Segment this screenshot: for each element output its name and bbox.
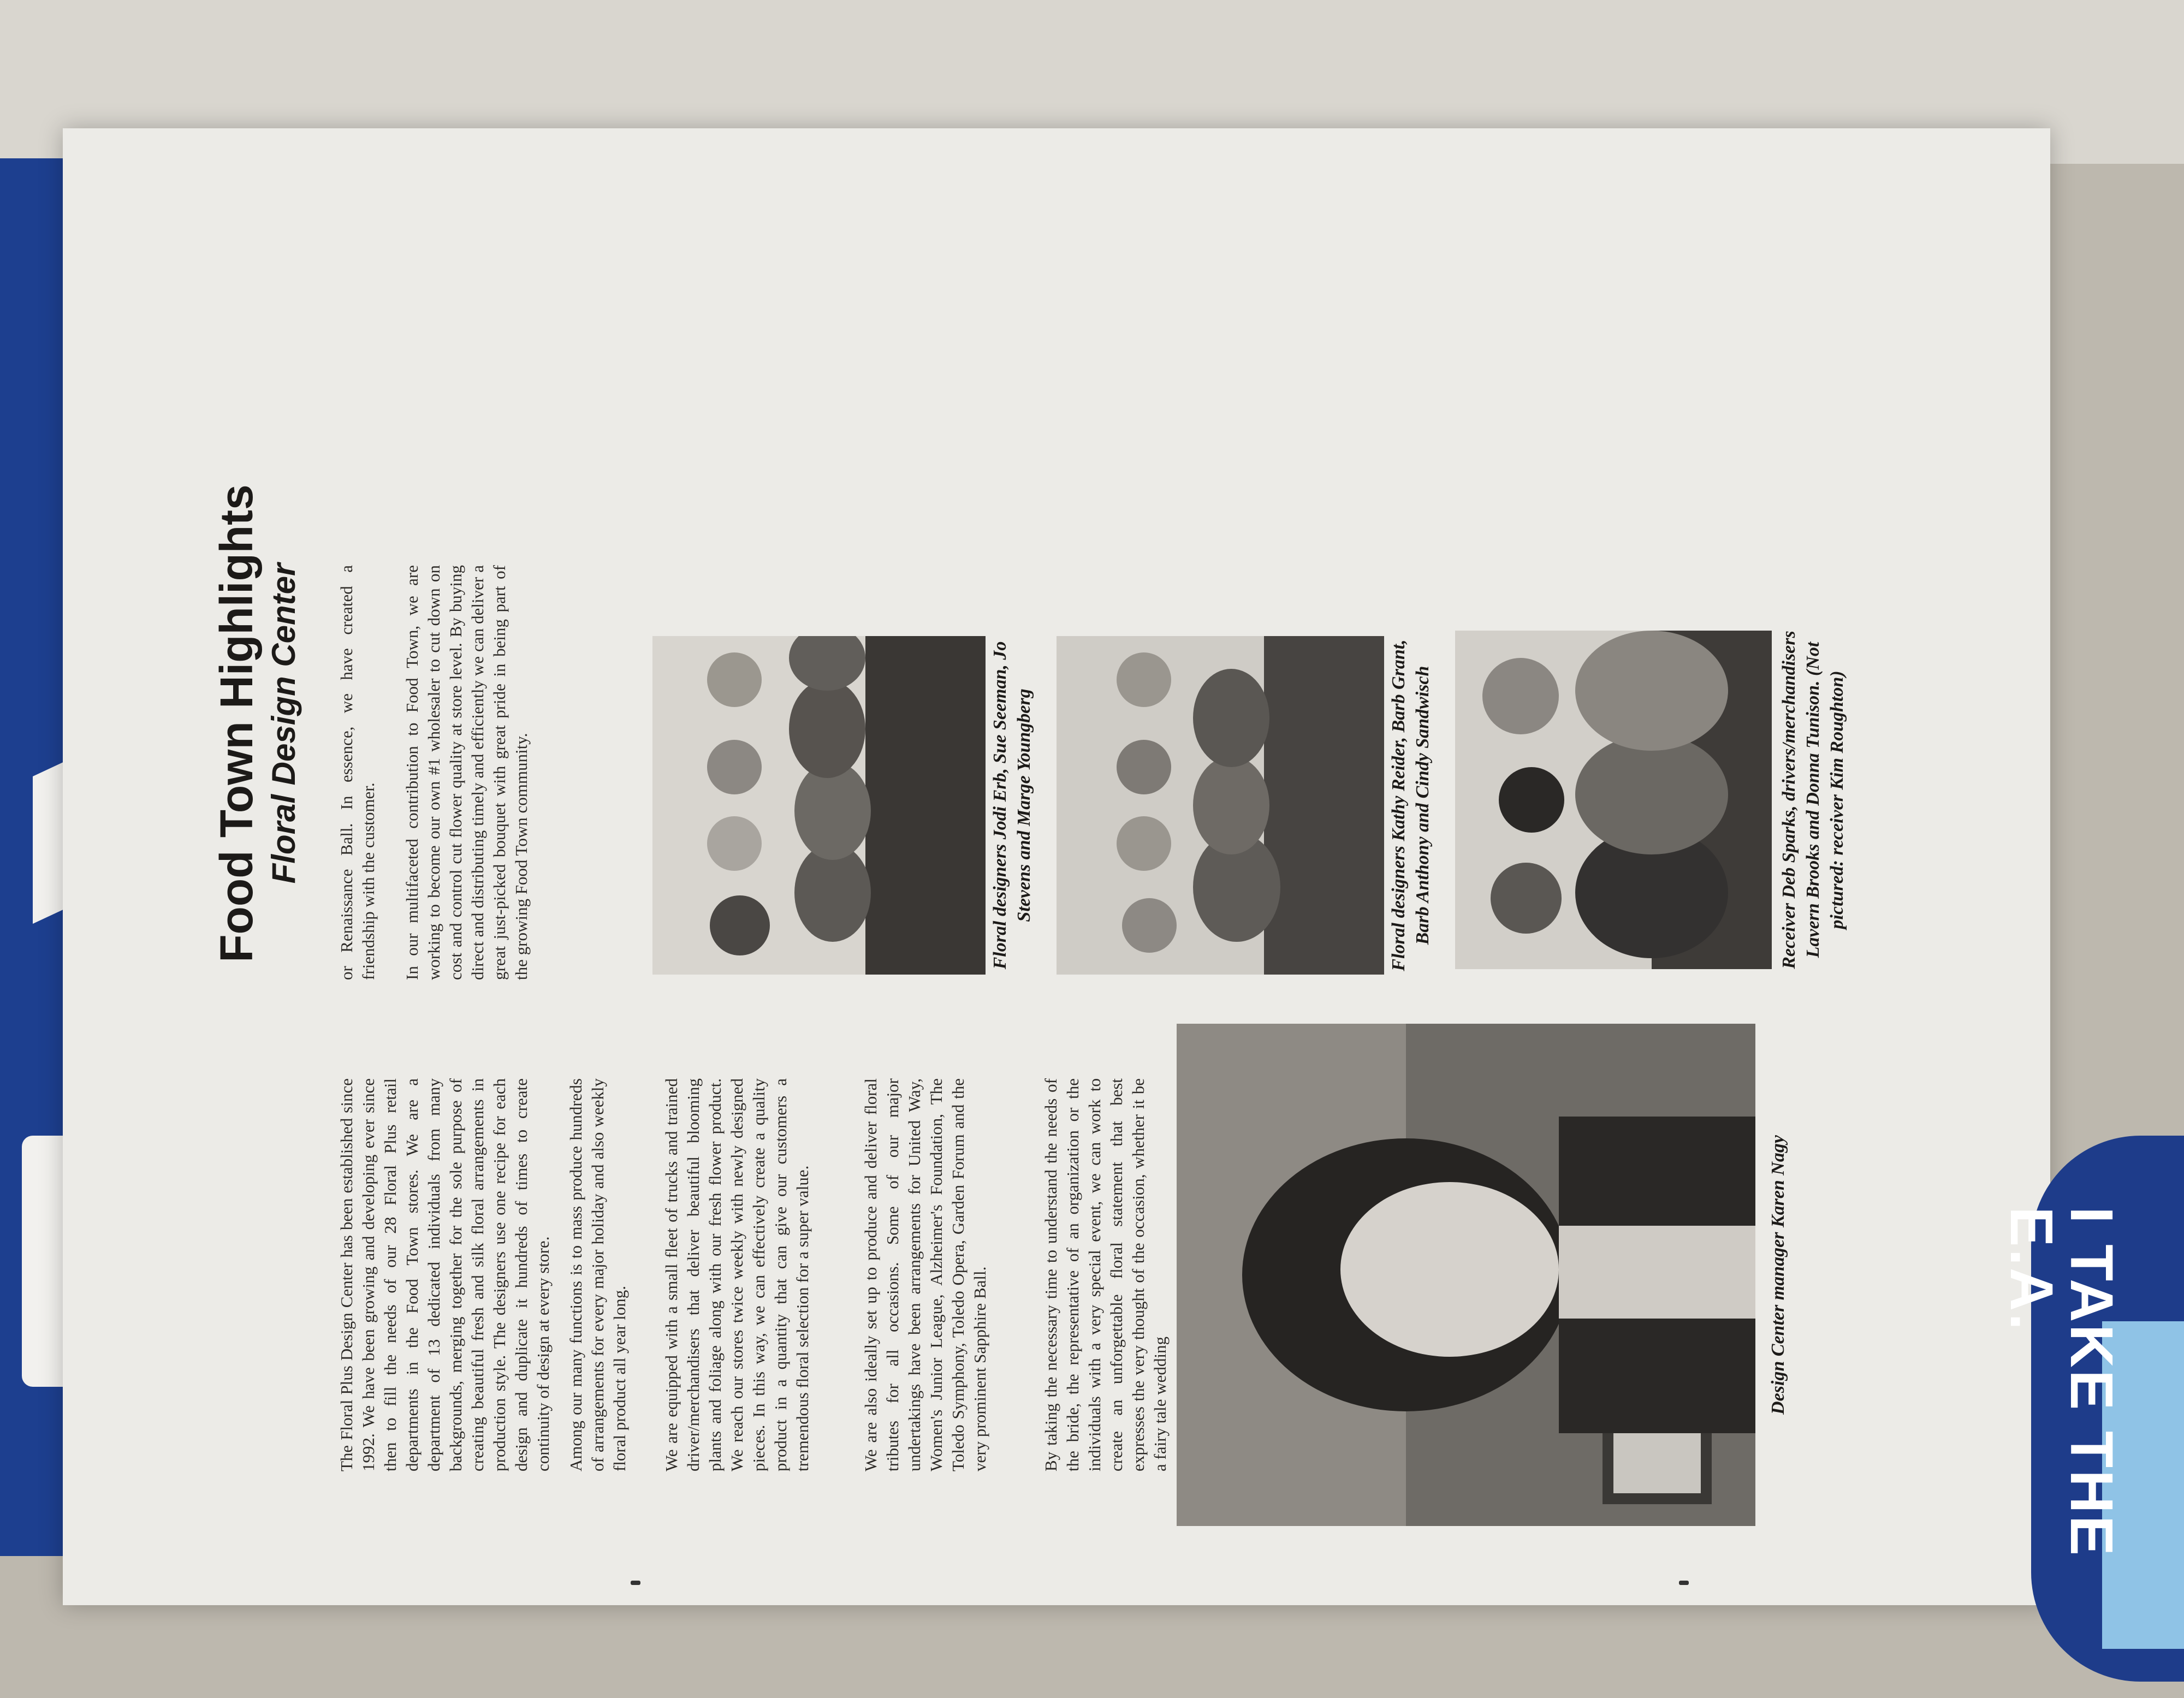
designers-photo-1 [652, 636, 986, 975]
binding-staple [1679, 1581, 1689, 1585]
paragraph-renaissance: or Renaissance Ball. In essence, we have created a friendship with the customer. [337, 565, 378, 980]
designers-caption-2: Floral designers Kathy Reider, Barb Grant, Barb Anthony and Cindy Sandwisch [1388, 639, 1433, 971]
manager-photo [1177, 1024, 1755, 1526]
article-title: Food Town Highlights [211, 484, 262, 963]
paragraph-fleet: We are equipped with a small fleet of trucks and trained driver/merchandisers that deliver beautiful blooming plants and foliage along with our fresh flower product. We reach our stores twice weekly with newly designed pieces. In this way, we can effectively create a quality product in a quantity that can give our customers a tremendous floral selection for a super value. [662, 1078, 812, 1471]
designers-photo-2 [1057, 636, 1384, 975]
paragraph-functions: Among our many functions is to mass produce hundreds of arrangements for every major holiday and also weekly floral product all year long. [566, 1078, 629, 1471]
sticker-text: I TAKE THE E.A. [1998, 1207, 2125, 1558]
magazine-page [63, 128, 2050, 1605]
paragraph-intro: The Floral Plus Design Center has been established since 1992. We have been growing and developing ever since then to fill the needs of our 28 Floral Plus retail departments in the Food Town stores. We are a department of 13 dedicated individuals from many backgrounds, merging together for the sole purpose of creating beautiful fresh and silk floral arrangements in production style. The designers use one recipe for each design and duplicate it hundreds of times to create continuity of design at every store. [337, 1078, 553, 1471]
designers-caption-1: Floral designers Jodi Erb, Sue Seeman, Jo Stevens and Marge Youngberg [990, 641, 1034, 970]
paragraph-bride: By taking the necessary time to understand the needs of the bride, the representative of an organization or the individuals with a very special event, we can work to create an unforgettable floral statement that best expresses the very thought of the occasion, whether it be a fairy tale wedding [1041, 1078, 1170, 1471]
paragraph-occasions: We are also ideally set up to produce and deliver floral tributes for all occasions. Some of our major undertakings have been arrangements for United Way, Women's Junior League, Alzheimer's Foundation, The Toledo Symphony, Toledo Opera, Garden Forum and the very prominent Sapphire Ball. [861, 1078, 989, 1471]
binding-staple [631, 1581, 640, 1585]
receivers-caption: Receiver Deb Sparks, drivers/merchandisers Lavern Brooks and Donna Tunison. (Not pictured: receiver Kim Roughton) [1779, 631, 1847, 969]
receivers-photo [1455, 631, 1772, 969]
manager-caption: Design Center manager Karen Nagy [1768, 1135, 1788, 1415]
article-subtitle: Floral Design Center [265, 563, 302, 884]
page-content [172, 210, 2028, 1575]
paragraph-wholesaler: In our multifaceted contribution to Food Town, we are working to become our own #1 wholesaler to cut down on cost and control cut flower quality at store level. By buying direct and distributing timely and efficiently we can deliver a great just-picked bouquet with great pride in being part of the growing Food Town community. [402, 565, 531, 980]
